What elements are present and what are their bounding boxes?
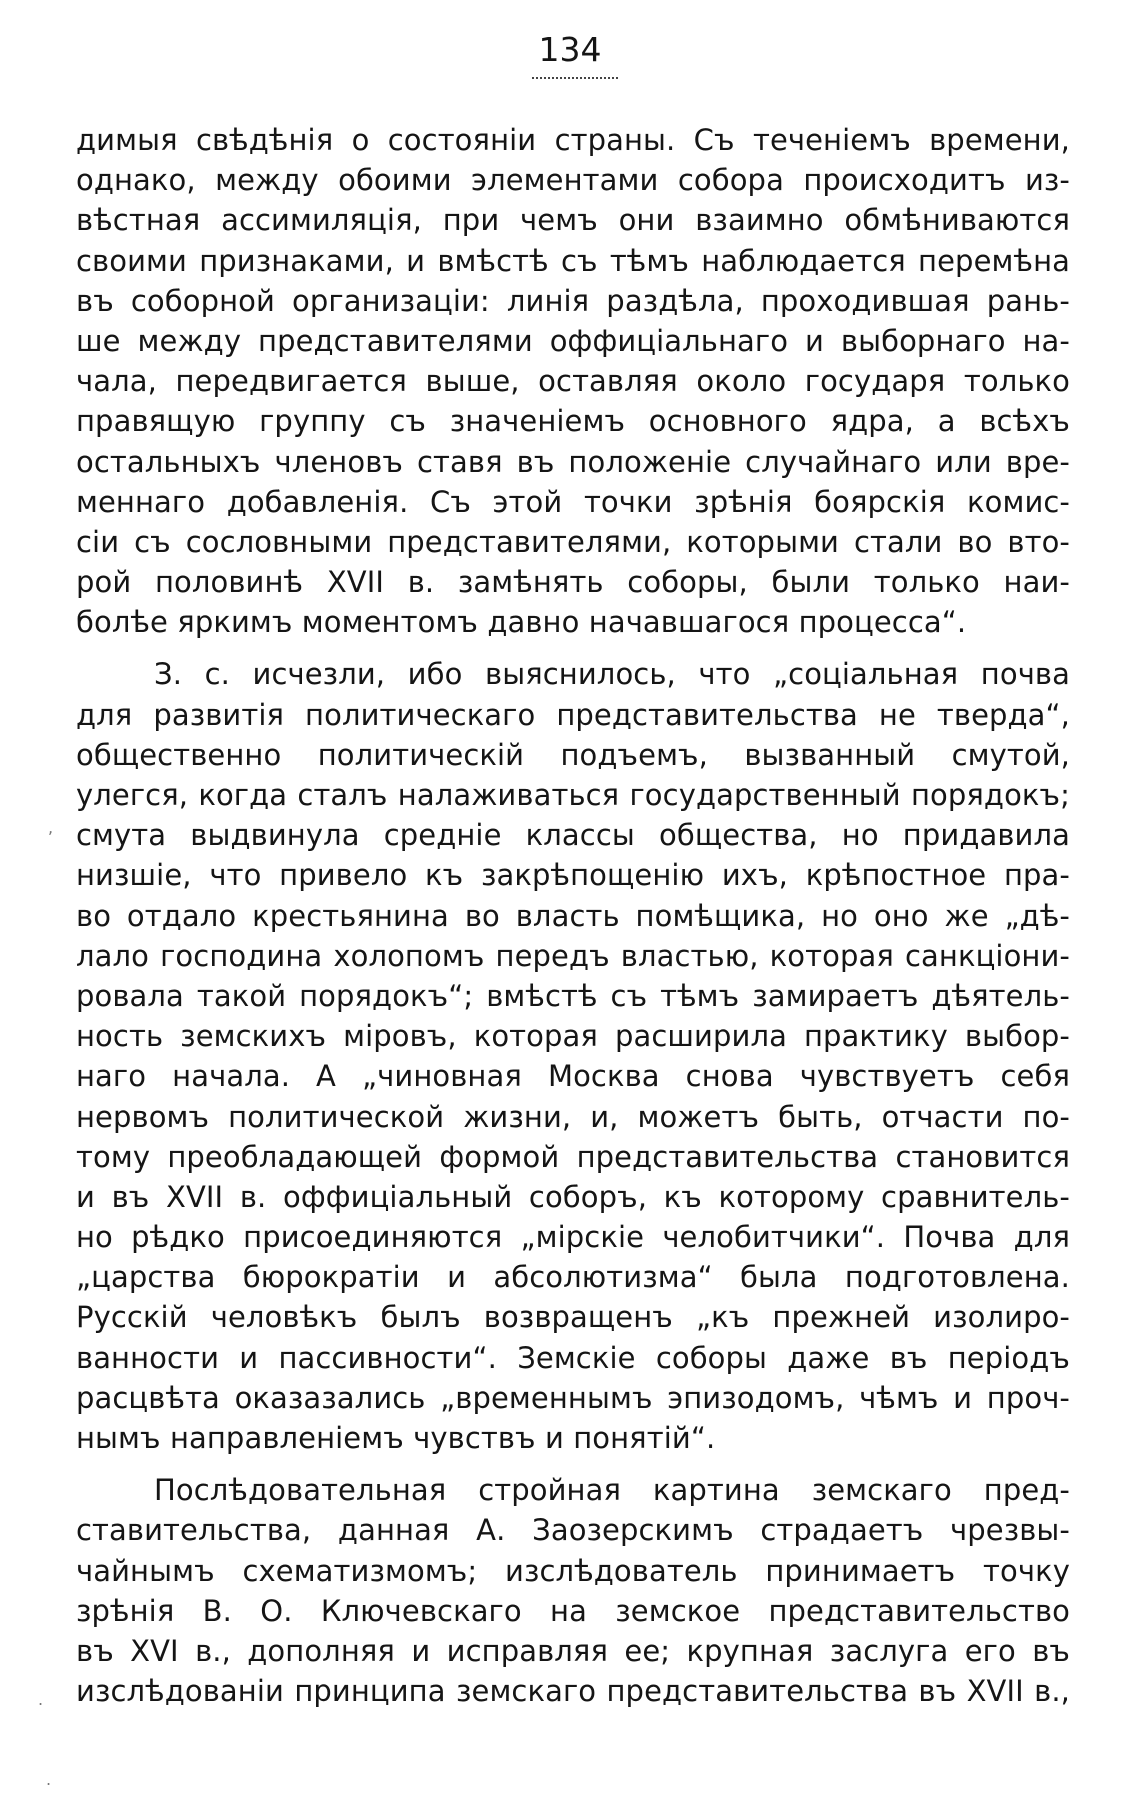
paragraph-1-line-9: остальныхъ членовъ ставя въ положеніе случайнаго или вре- bbox=[76, 444, 1070, 479]
paragraph-2-line-18: ванности и пассивности“. Земскіе соборы даже въ періодъ bbox=[76, 1340, 1070, 1375]
paragraph-1-line-12: рой половинѣ XVII в. замѣнять соборы, были только наи- bbox=[76, 565, 1070, 600]
paragraph-2-line-10: ность земскихъ міровъ, которая расширила практику выбор- bbox=[76, 1019, 1070, 1054]
paragraph-1-line-6: ше между представителями оффиціальнаго и выборнаго на- bbox=[76, 323, 1070, 358]
paragraph-2-line-13: тому преобладающей формой представительства становится bbox=[76, 1139, 1070, 1174]
page-number: 134 bbox=[538, 30, 602, 69]
margin-mark-comma: , bbox=[48, 818, 54, 837]
paragraph-3-line-6: изслѣдованіи принципа земскаго представительства въ XVII в., bbox=[76, 1674, 1070, 1709]
paragraph-1-line-3: вѣстная ассимиляція, при чемъ они взаимно обмѣниваются bbox=[76, 203, 1070, 238]
page-number-rule bbox=[532, 77, 618, 79]
paragraph-3-line-4: зрѣнія В. О. Ключевскаго на земское представительство bbox=[76, 1593, 1070, 1628]
paragraph-1-line-10: меннаго добавленія. Съ этой точки зрѣнія боярскія комис- bbox=[76, 484, 1070, 519]
paragraph-3-line-5: въ XVI в., дополняя и исправляя ее; крупная заслуга его въ bbox=[76, 1633, 1070, 1668]
paragraph-2-line-3: общественно политическій подъемъ, вызванный смутой, bbox=[76, 737, 1070, 772]
paragraph-2-line-7: во отдало крестьянина во власть помѣщика, но оно же „дѣ- bbox=[76, 898, 1070, 933]
paragraph-2-line-15: но рѣдко присоединяются „мірскіе челобитчики“. Почва для bbox=[76, 1220, 1070, 1255]
margin-mark-dot-2: . bbox=[46, 1770, 52, 1789]
paragraph-2-line-9: ровала такой порядокъ“; вмѣстѣ съ тѣмъ замираетъ дѣятель- bbox=[76, 978, 1070, 1013]
paragraph-1-line-13: болѣе яркимъ моментомъ давно начавшагося процесса“. bbox=[76, 605, 967, 640]
paragraph-1-line-5: въ соборной организаціи: линія раздѣла, проходившая рань- bbox=[76, 283, 1070, 318]
paragraph-1-line-4: своими признаками, и вмѣстѣ съ тѣмъ наблюдается перемѣна bbox=[76, 243, 1070, 278]
paragraph-2-line-4: улегся, когда сталъ налаживаться государственный порядокъ; bbox=[76, 778, 1070, 812]
paragraph-2-line-14: и въ XVII в. оффиціальный соборъ, къ которому сравнитель- bbox=[76, 1179, 1070, 1214]
paragraph-2-line-2: для развитія политическаго представительства не тверда“, bbox=[76, 697, 1070, 732]
paragraph-2-line-20: нымъ направленіемъ чувствъ и понятій“. bbox=[76, 1421, 716, 1455]
paragraph-2-line-11: наго начала. А „чиновная Москва снова чувствуетъ себя bbox=[76, 1059, 1070, 1094]
paragraph-1-line-7: чала, передвигается выше, оставляя около государя только bbox=[76, 364, 1070, 399]
paragraph-2-line-1: З. с. исчезли, ибо выяснилось, что „соціальная почва bbox=[154, 657, 1070, 692]
paragraph-3-line-3: чайнымъ схематизмомъ; изслѣдователь принимаетъ точку bbox=[76, 1553, 1070, 1588]
paragraph-2-line-5: смута выдвинула средніе классы общества, но придавила bbox=[76, 818, 1070, 853]
paragraph-1-line-1: димыя свѣдѣнія о состояніи страны. Съ теченіемъ времени, bbox=[76, 123, 1070, 157]
paragraph-2-line-17: Русскій человѣкъ былъ возвращенъ „къ прежней изолиро- bbox=[76, 1300, 1070, 1335]
paragraph-1 bbox=[76, 120, 1070, 642]
paragraph-2 bbox=[76, 654, 1070, 1458]
paragraph-2-line-12: нервомъ политической жизни, и, можетъ быть, отчасти по- bbox=[76, 1099, 1070, 1134]
paragraph-3 bbox=[76, 1470, 1070, 1711]
paragraph-2-line-8: лало господина холопомъ передъ властью, которая санкціони- bbox=[76, 938, 1070, 973]
paragraph-2-line-16: „царства бюрократіи и абсолютизма“ была подготовлена. bbox=[76, 1260, 1070, 1295]
paragraph-gap-1 bbox=[76, 642, 1070, 654]
paragraph-1-line-8: правящую группу съ значеніемъ основного ядра, а всѣхъ bbox=[76, 404, 1070, 439]
paragraph-2-line-19: расцвѣта оказазались „временнымъ эпизодомъ, чѣмъ и проч- bbox=[76, 1380, 1070, 1415]
paragraph-3-line-1: Послѣдовательная стройная картина земскаго пред- bbox=[154, 1473, 1070, 1508]
paragraph-3-line-2: ставительства, данная А. Заозерскимъ страдаетъ чрезвы- bbox=[76, 1513, 1070, 1548]
margin-mark-dot-1: . bbox=[38, 1690, 44, 1709]
paragraph-2-line-6: низшіе, что привело къ закрѣпощенію ихъ, крѣпостное пра- bbox=[76, 858, 1070, 893]
body-text bbox=[76, 120, 1070, 1711]
paragraph-gap-2 bbox=[76, 1458, 1070, 1470]
paragraph-1-line-2: однако, между обоими элементами собора происходитъ из- bbox=[76, 163, 1070, 198]
paragraph-1-line-11: сіи съ сословными представителями, которыми стали во вто- bbox=[76, 524, 1070, 559]
